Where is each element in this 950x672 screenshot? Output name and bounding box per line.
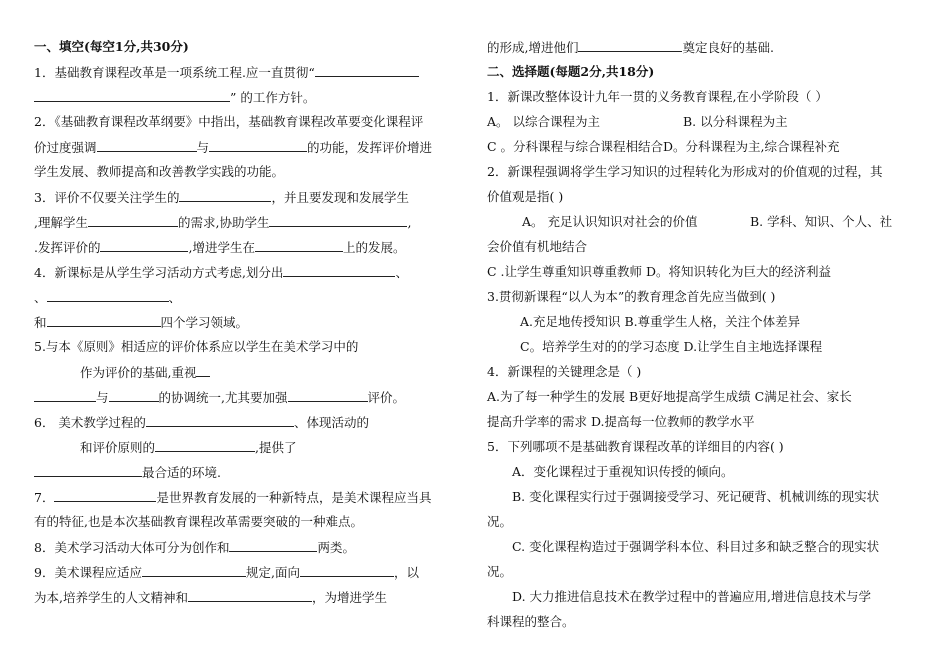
mc5-option-c: C. 变化课程构造过于强调学科本位、科目过多和缺乏整合的现实状 [512,539,880,554]
blank [34,89,230,102]
blank [196,364,210,377]
blank [300,564,394,577]
q9-continuation: 的形成,增进他们 奠定良好的基础. [487,40,774,55]
blank [179,189,271,202]
mc1-option-cd: C 。分科课程与综合课程相结合D。分科课程为主,综合课程补充 [487,139,840,154]
blank [255,239,343,252]
mc4-stem: 4．新课程的关键理念是（ ) [487,364,642,379]
q4-line-1: 4．新课标是从学生学习活动方式考虑,划分出 、 [34,265,408,280]
blank [209,139,307,152]
blank [47,314,161,327]
q3-line-1: 3．评价不仅要关注学生的 ，并且要发现和发展学生 [34,190,409,205]
mc5-option-b: B. 变化课程实行过于强调接受学习、死记硬背、机械训练的现实状 [512,489,880,504]
q3-line-2: ,理解学生 的需求,协助学生 , [34,215,412,230]
mc3-option-ab: A.充足地传授知识 B.尊重学生人格，关注个体差异 [520,314,801,329]
section-two-heading: 二、选择题(每题2分,共18分) [487,64,655,79]
blank [269,214,407,227]
mc5-option-d-cont: 科课程的整合。 [487,614,575,629]
q1-line-2: ” 的工作方针。 [34,89,315,106]
q6-line-3: 最合适的环境. [34,464,221,481]
mc5-option-a: A．变化课程过于重视知识传授的倾向。 [512,464,734,479]
mc5-option-d: D. 大力推进信息技术在教学过程中的普遍应用,增进信息技术与学 [512,589,871,604]
q5-line-1: 5.与本《原则》相适应的评价体系应以学生在美术学习中的 [34,339,359,354]
q6-line-1: 6． 美术教学过程的 、体现活动的 [34,415,369,430]
blank [283,264,395,277]
q4-line-2: 、 、 [34,290,182,305]
q5-line-3: 与 的协调统一,尤其要加强 评价。 [34,389,405,406]
mc5-stem: 5．下列哪项不是基础教育课程改革的详细目的内容( ) [487,439,784,454]
blank [146,414,294,427]
q7-line-1: 7． 是世界教育发展的一种新特点，是美术课程应当具 [34,490,432,505]
mc2-option-b-cont: 会价值有机地结合 [487,239,588,254]
blank [88,214,178,227]
blank [34,389,96,402]
q2-line-3: 学生发展、教师提高和改善教学实践的功能。 [34,164,285,179]
mc2-stem-2: 价值观是指( ) [487,189,564,204]
blank [142,564,246,577]
blank [54,489,156,502]
mc5-option-c-cont: 况。 [487,564,513,579]
blank [47,289,169,302]
q9-line-1: 9．美术课程应适应 规定,面向 ，以 [34,565,419,580]
q4-line-3: 和 四个学习领域。 [34,315,249,330]
mc1-option-b: B. 以分科课程为主 [683,114,788,129]
blank [229,539,317,552]
blank [578,39,682,52]
blank [315,64,419,77]
mc2-stem-1: 2．新课程强调将学生学习知识的过程转化为形成对的价值观的过程，其 [487,164,883,179]
q9-line-2: 为本,培养学生的人文精神和 ，为增进学生 [34,590,387,605]
mc3-stem: 3.贯彻新课程“以人为本”的教育理念首先应当做到( ) [487,289,776,304]
mc5-option-b-cont: 况。 [487,514,513,529]
mc2-option-b: B. 学科、知识、个人、社 [750,214,893,229]
q6-line-2: 和评价原则的 ,提供了 [80,440,297,455]
blank [109,389,159,402]
q2-line-1: 2．《基础教育课程改革纲要》中指出，基础教育课程改革要变化课程评 [34,114,424,129]
q3-line-3: .发挥评价的 ,增进学生在 上的发展。 [34,240,406,255]
blank [97,139,197,152]
q2-line-2: 价过度强调 与 的功能，发挥评价增进 [34,140,433,155]
mc4-options-2: 提高升学率的需求 D.提高每一位教师的教学水平 [487,414,755,429]
mc3-option-cd: C。培养学生对的的学习态度 D.让学生自主地选择课程 [520,339,823,354]
q1-line-1: 1．基础教育课程改革是一项系统工程.应一直贯彻“ [34,64,419,81]
q5-line-2: 作为评价的基础,重视 [80,364,210,381]
mc4-options-1: A.为了每一种学生的发展 B更好地提高学生成绩 C满足社会、家长 [487,389,852,404]
mc1-option-a: A。 以综合课程为主 [487,114,601,129]
blank [155,439,255,452]
q7-line-2: 有的特征,也是本次基础教育课程改革需要突破的一种难点。 [34,514,363,529]
mc1-stem: 1．新课改整体设计九年一贯的义务教育课程,在小学阶段（ ） [487,89,828,104]
mc2-option-cd: C .让学生尊重知识尊重教师 D。将知识转化为巨大的经济利益 [487,264,832,279]
blank [34,464,142,477]
q8-line-1: 8．美术学习活动大体可分为创作和 两类。 [34,540,355,555]
blank [288,389,368,402]
section-one-heading: 一、填空(每空1分,共30分) [34,39,189,54]
blank [188,589,312,602]
blank [100,239,188,252]
mc2-option-a: A。 充足认识知识对社会的价值 [522,214,698,229]
